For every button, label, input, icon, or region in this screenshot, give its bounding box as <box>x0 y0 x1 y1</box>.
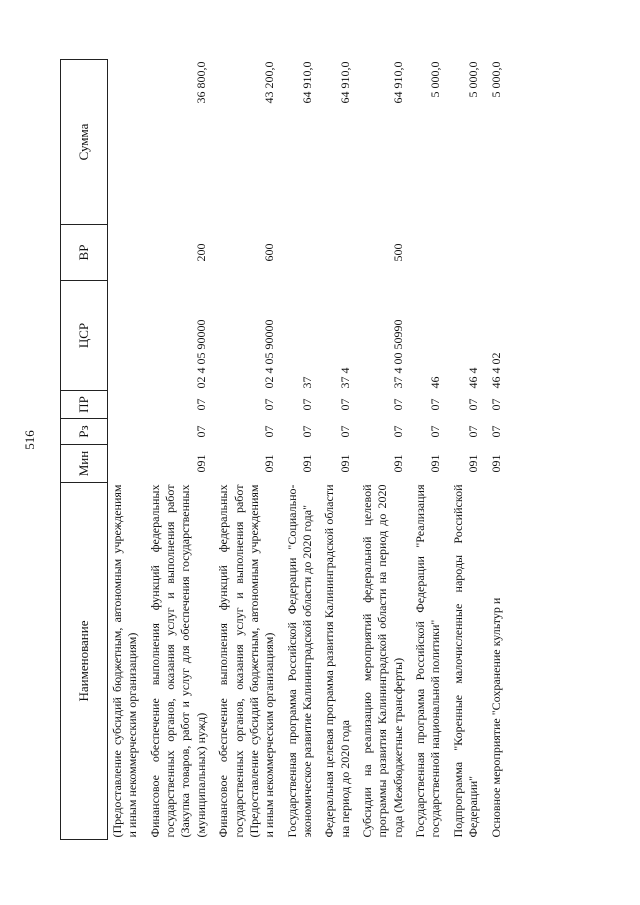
header-vr: ВР <box>61 225 108 281</box>
row-rz <box>108 419 145 445</box>
row-name: Финансовое обеспечение выполнения функций федеральных государственных органов, оказания услуг и выполнения работ (Предоставление субсидий бюджетным, автономным учреждениям и иным некоммерческим организациям) <box>216 484 277 838</box>
header-rz: Рз <box>61 419 108 445</box>
row-vr: 600 <box>262 243 277 262</box>
header-sum: Сумма <box>61 60 108 225</box>
row-name: Государственная программа Российской Федерации "Реализация государственной национальной политики" <box>413 484 443 838</box>
row-sum: 64 910,0 <box>299 61 314 104</box>
table-row <box>357 60 410 840</box>
table-row <box>410 60 448 840</box>
row-csr: 37 <box>299 376 314 389</box>
table-row <box>145 60 213 840</box>
row-csr: 37 4 00 50990 <box>390 319 405 389</box>
row-csr: 46 <box>428 376 443 389</box>
row-vr <box>448 225 486 281</box>
budget-table <box>60 59 508 840</box>
table-row <box>282 60 320 840</box>
table-row <box>108 60 145 840</box>
row-vr <box>108 225 145 281</box>
table-row <box>448 60 486 840</box>
header-min: Мин <box>61 445 108 483</box>
row-min <box>108 445 145 483</box>
row-sum: 5 000,0 <box>488 61 503 98</box>
table-header-row <box>61 60 108 840</box>
row-name: Подпрограмма "Коренные малочисленные народы Российской Федерации" <box>450 484 481 838</box>
row-pr: 07 <box>428 398 443 411</box>
row-csr: 37 4 <box>337 367 352 389</box>
header-pr: ПР <box>61 391 108 419</box>
row-name: Государственная программа Российской Федерации "Социально-экономическое развитие Калининградской области до 2020 года" <box>284 484 314 838</box>
row-rz: 07 <box>337 425 352 438</box>
row-rz: 07 <box>193 425 208 438</box>
row-min: 091 <box>262 454 277 473</box>
row-rz: 07 <box>428 425 443 438</box>
row-pr: 07 <box>193 398 208 411</box>
header-csr: ЦСР <box>61 281 108 391</box>
row-csr: 02 4 05 90000 <box>193 319 208 389</box>
table-row <box>486 60 508 840</box>
row-sum: 64 910,0 <box>337 61 352 104</box>
table-row <box>213 60 281 840</box>
row-pr: 07 <box>337 398 352 411</box>
row-sum: 43 200,0 <box>262 61 277 104</box>
row-pr: 07 <box>488 398 503 411</box>
row-csr: 02 4 05 90000 <box>262 319 277 389</box>
row-sum: 64 910,0 <box>390 61 405 104</box>
row-pr: 07 <box>466 398 481 411</box>
row-vr: 200 <box>193 243 208 262</box>
row-sum: 36 800,0 <box>193 61 208 104</box>
row-name: Финансовое обеспечение выполнения функций федеральных государственных органов, оказания услуг и выполнения работ (Закупка товаров, работ и услуг для обеспечения государственных (муниципальных) нужд) <box>147 484 208 838</box>
row-pr: 07 <box>390 398 405 411</box>
row-csr <box>108 281 145 391</box>
row-pr: 07 <box>262 398 277 411</box>
row-name: Субсидии на реализацию мероприятий федеральной целевой программы развития Калининградской области на период до 2020 года (Межбюджетные трансферты) <box>360 484 405 838</box>
row-name: Основное мероприятие "Сохранение культур и <box>488 597 503 838</box>
row-min: 091 <box>428 454 443 473</box>
row-rz: 07 <box>390 425 405 438</box>
row-sum: 5 000,0 <box>466 61 481 98</box>
row-rz: 07 <box>488 425 503 438</box>
row-vr <box>282 225 320 281</box>
row-min: 091 <box>299 454 314 473</box>
row-min: 091 <box>488 454 503 473</box>
row-vr <box>486 225 508 281</box>
row-min: 091 <box>390 454 405 473</box>
row-csr: 46 4 02 <box>488 352 503 389</box>
row-rz: 07 <box>299 425 314 438</box>
row-name: (Предоставление субсидий бюджетным, автономным учреждениям и иным некоммерческим организациям) <box>110 484 140 838</box>
row-min: 091 <box>337 454 352 473</box>
row-min: 091 <box>466 454 481 473</box>
row-min: 091 <box>193 454 208 473</box>
header-name: Наименование <box>61 483 108 840</box>
row-vr <box>410 225 448 281</box>
row-rz: 07 <box>466 425 481 438</box>
row-sum: 5 000,0 <box>428 61 443 98</box>
row-csr: 46 4 <box>466 367 481 389</box>
row-name: Федеральная целевая программа развития Калининградской области на период до 2020 года <box>322 484 352 838</box>
row-vr: 500 <box>390 243 405 262</box>
rotated-table-container <box>60 60 592 840</box>
row-pr <box>108 391 145 419</box>
row-rz: 07 <box>262 425 277 438</box>
table-row <box>319 60 357 840</box>
row-pr: 07 <box>299 398 314 411</box>
row-sum <box>108 60 145 225</box>
page-number: 516 <box>22 430 37 450</box>
row-vr <box>319 225 357 281</box>
